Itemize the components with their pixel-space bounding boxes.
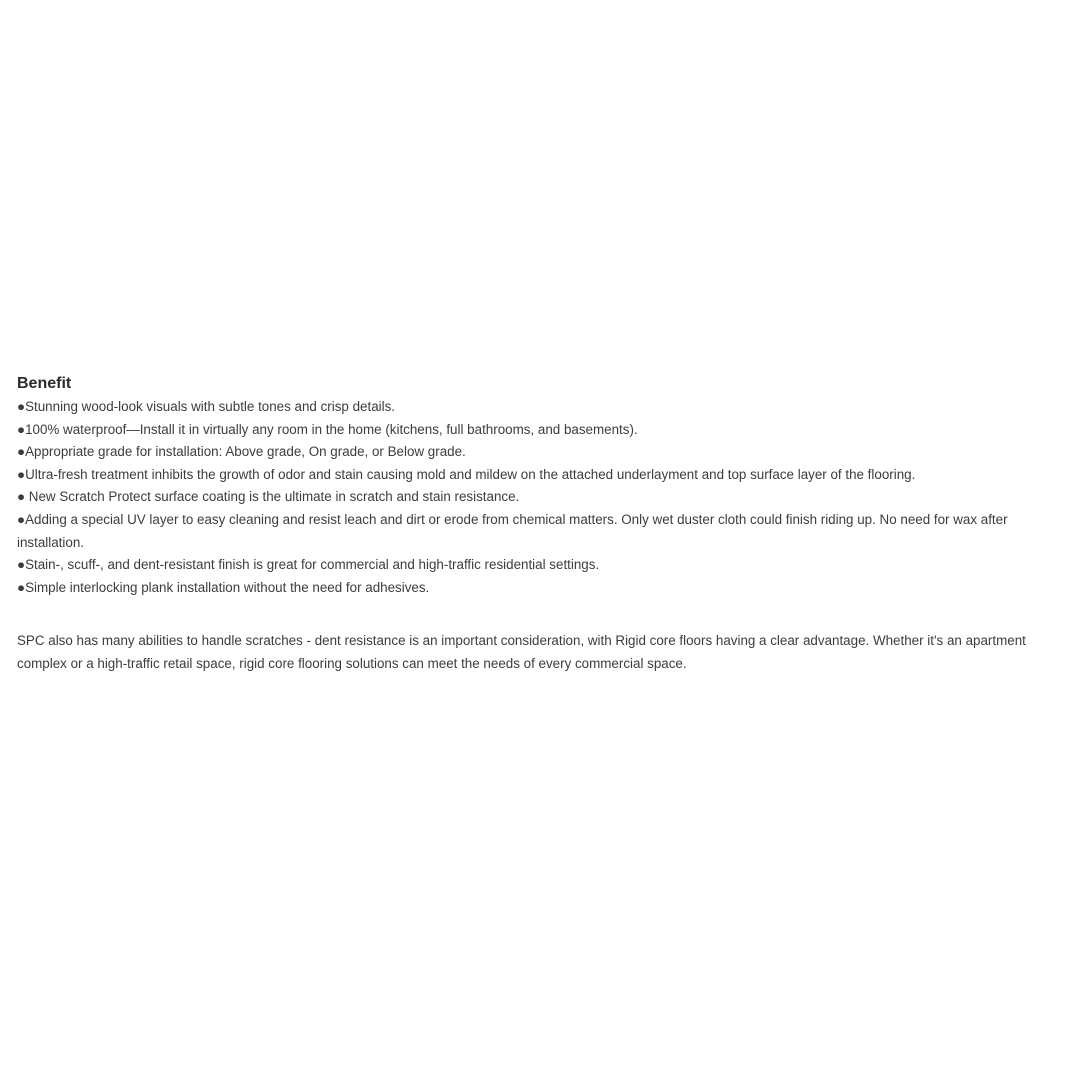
- benefit-item: ●Appropriate grade for installation: Above grade, On grade, or Below grade.: [17, 444, 466, 460]
- benefit-item: ●Stain-, scuff-, and dent-resistant finish is great for commercial and high-traffic residential settings.: [17, 557, 600, 573]
- benefit-section: [17, 373, 1075, 676]
- section-spacer: [17, 599, 1075, 630]
- summary-paragraph: SPC also has many abilities to handle scratches - dent resistance is an important consideration, with Rigid core floors having a clear advantage. Whether it's an apartment complex or a high-traffic retail space, rigid core flooring solutions can meet the needs of every commercial space.: [17, 633, 1026, 671]
- benefit-item: ●Adding a special UV layer to easy cleaning and resist leach and dirt or erode from chemical matters. Only wet duster cloth could finish riding up. No need for wax after installation.: [17, 511, 1008, 550]
- benefit-item: ●Stunning wood-look visuals with subtle tones and crisp details.: [17, 399, 396, 414]
- benefit-item: ● New Scratch Protect surface coating is the ultimate in scratch and stain resistance.: [17, 489, 520, 505]
- benefit-list: [17, 396, 1075, 599]
- benefit-item: ●Ultra-fresh treatment inhibits the growth of odor and stain causing mold and mildew on the attached underlayment and top surface layer of the flooring.: [17, 466, 916, 482]
- section-heading: Benefit: [17, 375, 72, 392]
- benefit-item: ●Simple interlocking plank installation without the need for adhesives.: [17, 579, 430, 595]
- benefit-item: ●100% waterproof—Install it in virtually any room in the home (kitchens, full bathrooms, and basements).: [17, 421, 638, 437]
